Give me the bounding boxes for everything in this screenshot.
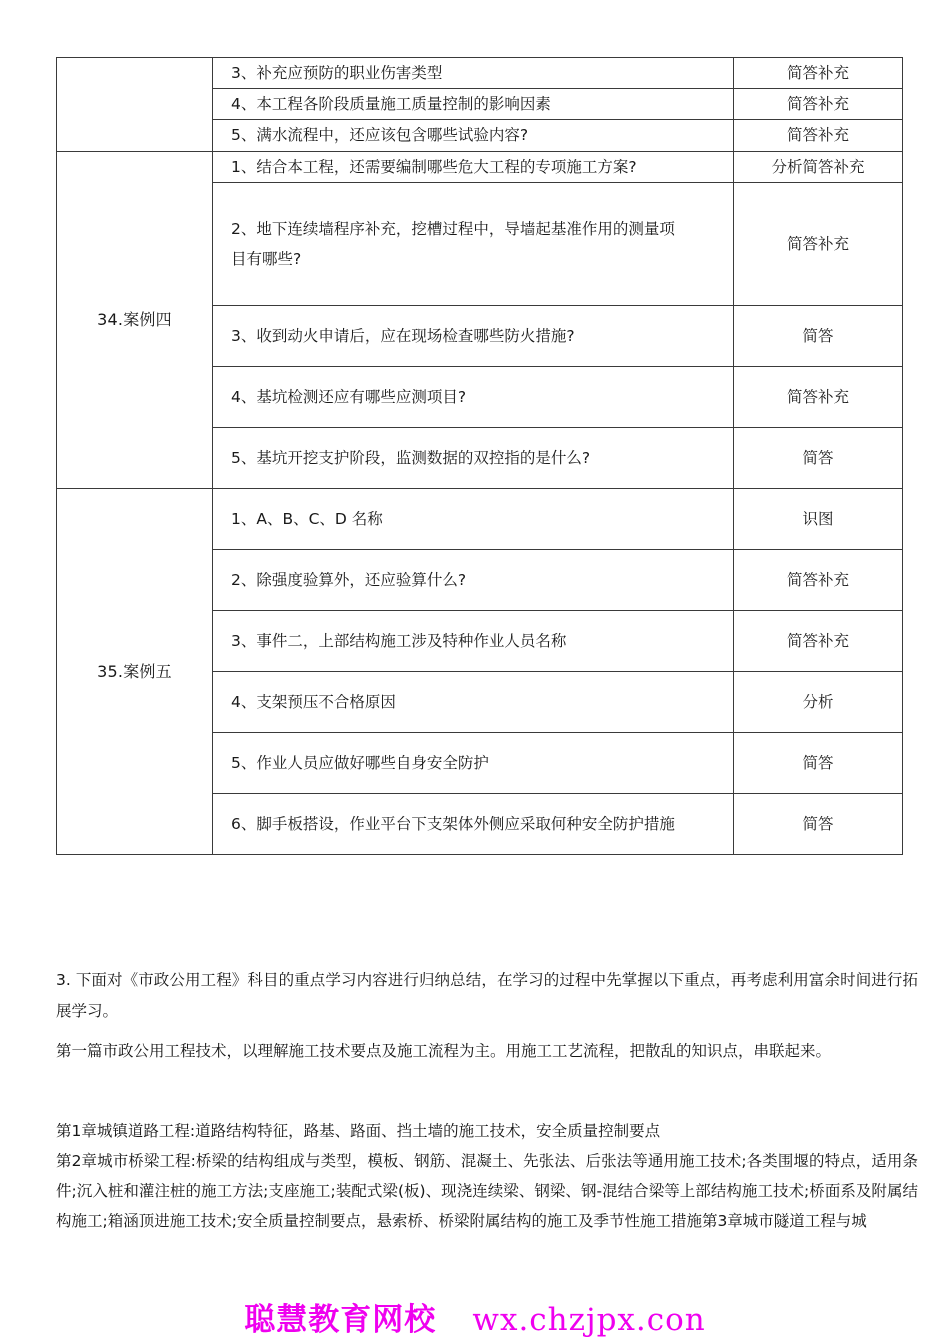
paragraph-chapter-1: 第1章城镇道路工程:道路结构特征，路基、路面、挡土墙的施工技术，安全质量控制要点 (56, 1122, 661, 1140)
item-cell: 3、补充应预防的职业伤害类型 (213, 58, 734, 89)
summary-section (56, 965, 918, 1067)
item-cell: 3、收到动火申请后，应在现场检查哪些防火措施? (213, 305, 734, 366)
item-cell: 1、结合本工程，还需要编制哪些危大工程的专项施工方案? (213, 151, 734, 182)
paragraph-chapter-2: 第2章城市桥梁工程:桥梁的结构组成与类型，模板、钢筋、混凝土、先张法、后张法等通用施工技术;各类围堰的特点，适用条件;沉入桩和灌注桩的施工方法;支座施工;装配式梁(板)、现浇连续梁、钢梁、钢-混结合梁等上部结构施工技术;桥面系及附属结构施工;箱涵顶进施工技术;安全质量控制要点，悬索桥、桥梁附属结构的施工及季节性施工措施第3章城市隧道工程与城 (56, 1151, 918, 1230)
item-cell-multiline (213, 182, 734, 305)
type-cell: 简答补充 (734, 89, 903, 120)
item-line-1: 2、地下连续墙程序补充，挖槽过程中，导墙起基准作用的测量项 (231, 219, 675, 238)
type-cell: 简答 (734, 793, 903, 854)
item-cell: 5、基坑开挖支护阶段，监测数据的双控指的是什么? (213, 427, 734, 488)
type-cell: 简答补充 (734, 549, 903, 610)
type-cell: 简答 (734, 427, 903, 488)
case-label-cell-0 (57, 58, 213, 152)
item-cell: 6、脚手板搭设，作业平台下支架体外侧应采取何种安全防护措施 (213, 793, 734, 854)
case-label-cell-35: 35.案例五 (57, 488, 213, 854)
item-cell: 4、支架预压不合格原因 (213, 671, 734, 732)
item-cell: 5、作业人员应做好哪些自身安全防护 (213, 732, 734, 793)
table-row (57, 151, 903, 182)
item-cell: 4、本工程各阶段质量施工质量控制的影响因素 (213, 89, 734, 120)
type-cell: 识图 (734, 488, 903, 549)
type-cell: 分析 (734, 671, 903, 732)
table-row (57, 58, 903, 89)
type-cell: 简答补充 (734, 120, 903, 151)
type-cell: 简答补充 (734, 610, 903, 671)
watermark (0, 1294, 950, 1339)
paragraph-summary: 3. 下面对《市政公用工程》科目的重点学习内容进行归纳总结，在学习的过程中先掌握以下重点，再考虑利用富余时间进行拓展学习。 (56, 971, 918, 1021)
item-line-2: 目有哪些? (231, 249, 302, 268)
table-body (57, 58, 903, 855)
item-cell: 5、满水流程中，还应该包含哪些试验内容? (213, 120, 734, 151)
type-cell: 简答补充 (734, 366, 903, 427)
type-cell: 简答 (734, 305, 903, 366)
type-cell: 简答补充 (734, 58, 903, 89)
item-cell: 3、事件二，上部结构施工涉及特种作业人员名称 (213, 610, 734, 671)
item-cell: 4、基坑检测还应有哪些应测项目? (213, 366, 734, 427)
item-cell: 1、A、B、C、D 名称 (213, 488, 734, 549)
watermark-brand: 聪慧教育网校 (244, 1302, 437, 1338)
watermark-url: wx.chzjpx.con (472, 1302, 706, 1338)
table-row (57, 488, 903, 549)
case-label-cell-34: 34.案例四 (57, 151, 213, 488)
type-cell: 简答补充 (734, 182, 903, 305)
paragraph-part-one: 第一篇市政公用工程技术，以理解施工技术要点及施工流程为主。用施工工艺流程，把散乱的知识点，串联起来。 (56, 1041, 832, 1060)
chapters-section (56, 1117, 918, 1237)
item-cell: 2、除强度验算外，还应验算什么? (213, 549, 734, 610)
exam-points-table (56, 57, 903, 855)
type-cell: 分析简答补充 (734, 151, 903, 182)
type-cell: 简答 (734, 732, 903, 793)
